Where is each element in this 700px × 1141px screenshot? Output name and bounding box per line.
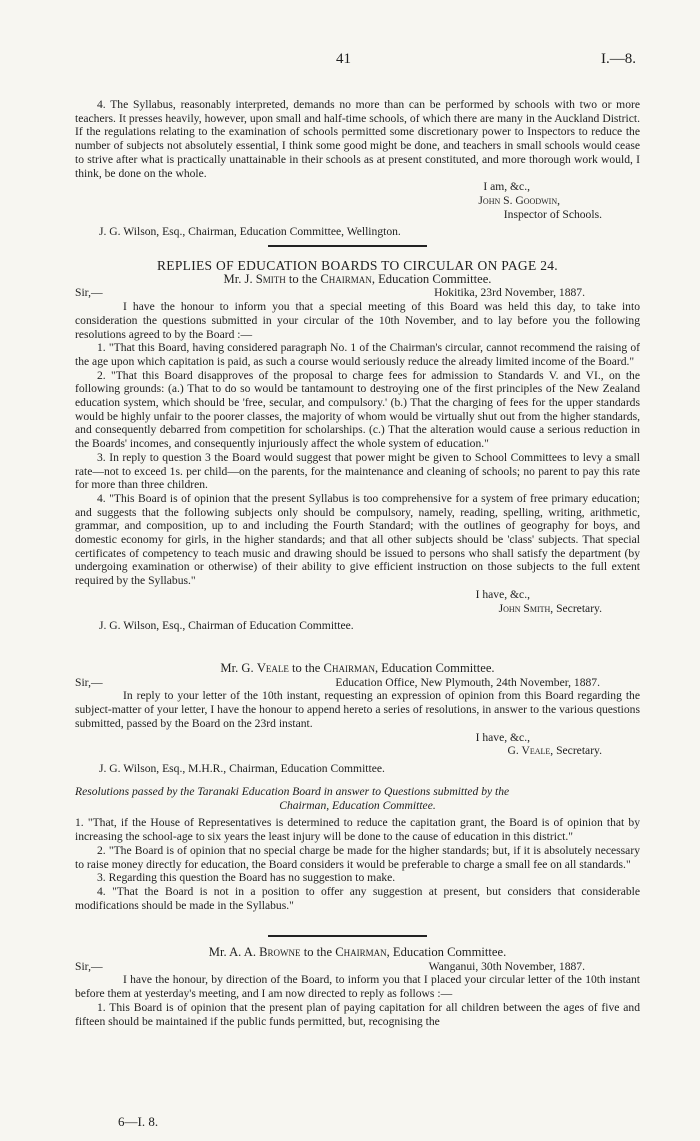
veale-closing: I have, &c., [475, 730, 530, 744]
goodwin-letter-end [75, 98, 640, 239]
smith-salutation: Sir,— [75, 286, 103, 300]
smith-intro: I have the honour to inform you that a special meeting of this Board was held this day, to take into consideration the questions submitted in your circular of the 10th November, and to lay before you the following resolutions agreed to by the Board :— [75, 300, 640, 341]
smith-addressee: J. G. Wilson, Esq., Chairman of Education Committee. [99, 619, 354, 633]
browne-letter [75, 946, 640, 1028]
veale-place-date: Education Office, New Plymouth, 24th November, 1887. [335, 675, 600, 689]
goodwin-addressee: J. G. Wilson, Esq., Chairman, Education Committee, Wellington. [99, 225, 401, 239]
veale-salutation-row [75, 676, 640, 690]
taranaki-resolution-3: 3. Regarding this question the Board has no suggestion to make. [97, 871, 396, 885]
taranaki-resolution-4: 4. "That the Board is not in a position to offer any suggestion at present, but considers that considerable modifications should be made in the Syllabus." [75, 884, 640, 912]
smith-letter-heading: Mr. J. Smith to the Chairman, Education Committee. [223, 271, 492, 286]
goodwin-signature: John S. Goodwin, [478, 193, 560, 207]
browne-salutation-row [75, 960, 640, 974]
browne-intro: I have the honour, by direction of the Board, to inform you that I placed your circular letter of the 10th instant before them at yesterday's meeting, and I am now directed to reply as follows :— [75, 973, 640, 1001]
veale-letter-heading: Mr. G. Veale to the Chairman, Education Committee. [220, 661, 495, 675]
smith-resolution-4: 4. "This Board is of opinion that the present Syllabus is too comprehensive for a system of free primary education; and suggests that the following subjects only should be compulsory, namely, reading, spelling, writing, arithmetic, grammar, and composition, up to and including the Fourth Standard; with the outlines of geography for boys, and domestic economy for girls, in the higher standards; and that all other subjects should be 'class' subjects. That special certificates of competency to teach music and drawing should be issued to persons who shall satisfy the department (by undergoing examination or otherwise) of their ability to give efficient instruction on those subjects to the full extent required by the Syllabus." [75, 491, 640, 588]
goodwin-title: Inspector of Schools. [503, 207, 602, 221]
resolutions-title-line-1: Resolutions passed by the Taranaki Education Board in answer to Questions submitted by the [75, 785, 510, 798]
goodwin-paragraph-4: 4. The Syllabus, reasonably interpreted, demands no more than can be performed by schools with two or more teachers. It presses heavily, however, upon small and half-time schools, of which there are many in the Auckland District. If the regulations relating to the examination of schools permitted some discretionary power to Inspectors to reduce the number of subjects not absolutely essential, I think some good might be done, and teachers in small schools would cease to strive after what is practically unattainable in their schools as at present constituted, and more thorough work would, I think, be done on the whole. [75, 98, 640, 180]
resolutions-title-line-2: Chairman, Education Committee. [279, 798, 436, 812]
smith-place-date: Hokitika, 23rd November, 1887. [434, 286, 585, 300]
section-divider [268, 245, 427, 247]
page-number: 41 [336, 51, 351, 67]
taranaki-resolutions [75, 785, 640, 912]
smith-salutation-row [75, 286, 640, 300]
veale-addressee: J. G. Wilson, Esq., M.H.R., Chairman, Education Committee. [99, 761, 385, 775]
taranaki-resolution-2: 2. "The Board is of opinion that no special charge be made for the higher standards; but, if it is absolutely necessary to raise money directly for education, the Board considers it would be preferable to charge a small fee on all standards." [75, 843, 640, 871]
browne-salutation: Sir,— [75, 959, 103, 973]
veale-salutation: Sir,— [75, 675, 103, 689]
taranaki-resolution-1: 1. "That, if the House of Representatives is determined to reduce the capitation grant, the Board is of opinion that by increasing the school-age to six years the least injury will be done to the cause of education in this district." [75, 816, 640, 844]
smith-letter [75, 259, 640, 633]
smith-resolution-1: 1. "That this Board, having considered paragraph No. 1 of the Chairman's circular, cannot recommend the raising of the age upon which capitation is paid, as such a course would seriously reduce the already limited income of the Board." [75, 341, 640, 368]
smith-signature: John Smith, Secretary. [498, 601, 602, 615]
document-reference: I.—8. [601, 51, 636, 67]
browne-letter-heading: Mr. A. A. Browne to the Chairman, Education Committee. [208, 945, 507, 959]
veale-letter [75, 662, 640, 776]
replies-heading: REPLIES OF EDUCATION BOARDS TO CIRCULAR ON PAGE 24. [157, 258, 558, 273]
browne-paragraph-1: 1. This Board is of opinion that the present plan of paying capitation for all children between the ages of five and fifteen should be maintained if the public funds permitted, but, recognising the [75, 1000, 640, 1028]
smith-closing: I have, &c., [475, 587, 530, 601]
browne-place-date: Wanganui, 30th November, 1887. [428, 959, 585, 973]
goodwin-closing: I am, &c., [483, 180, 530, 194]
smith-resolution-2: 2. "That this Board disapproves of the proposal to charge fees for admission to Standards V. and VI., on the following grounds: (a.) That to do so would be tantamount to destroying one of the first principles of the New Zealand education system, which should be 'free, secular, and compulsory.' (b.) That the charging of fees for the upper standards would be highly unfair to the poorer classes, the majority of whom would be virtually shut out from the higher standards, and consequently debarred from competition for scholarships. (c.) That the alteration would cause a serious reduction in the Boards' incomes, and consequently injuriously affect the whole system of education." [75, 368, 640, 451]
smith-resolution-3: 3. In reply to question 3 the Board would suggest that power might be given to School Committees to levy a small rate—not to exceed 1s. per child—on the parents, for the maintenance and cleaning of schools; no parent to pay this rate for more than three children. [75, 450, 640, 492]
veale-signature: G. Veale, Secretary. [507, 744, 602, 758]
section-divider-2 [268, 935, 427, 937]
signature-mark: 6—I. 8. [118, 1114, 159, 1129]
veale-intro: In reply to your letter of the 10th instant, requesting an expression of opinion from this Board regarding the subject-matter of your letter, I have the honour to append hereto a series of resolutions, in answer to the various questions submitted, passed by the Board on the 23rd instant. [75, 689, 640, 730]
